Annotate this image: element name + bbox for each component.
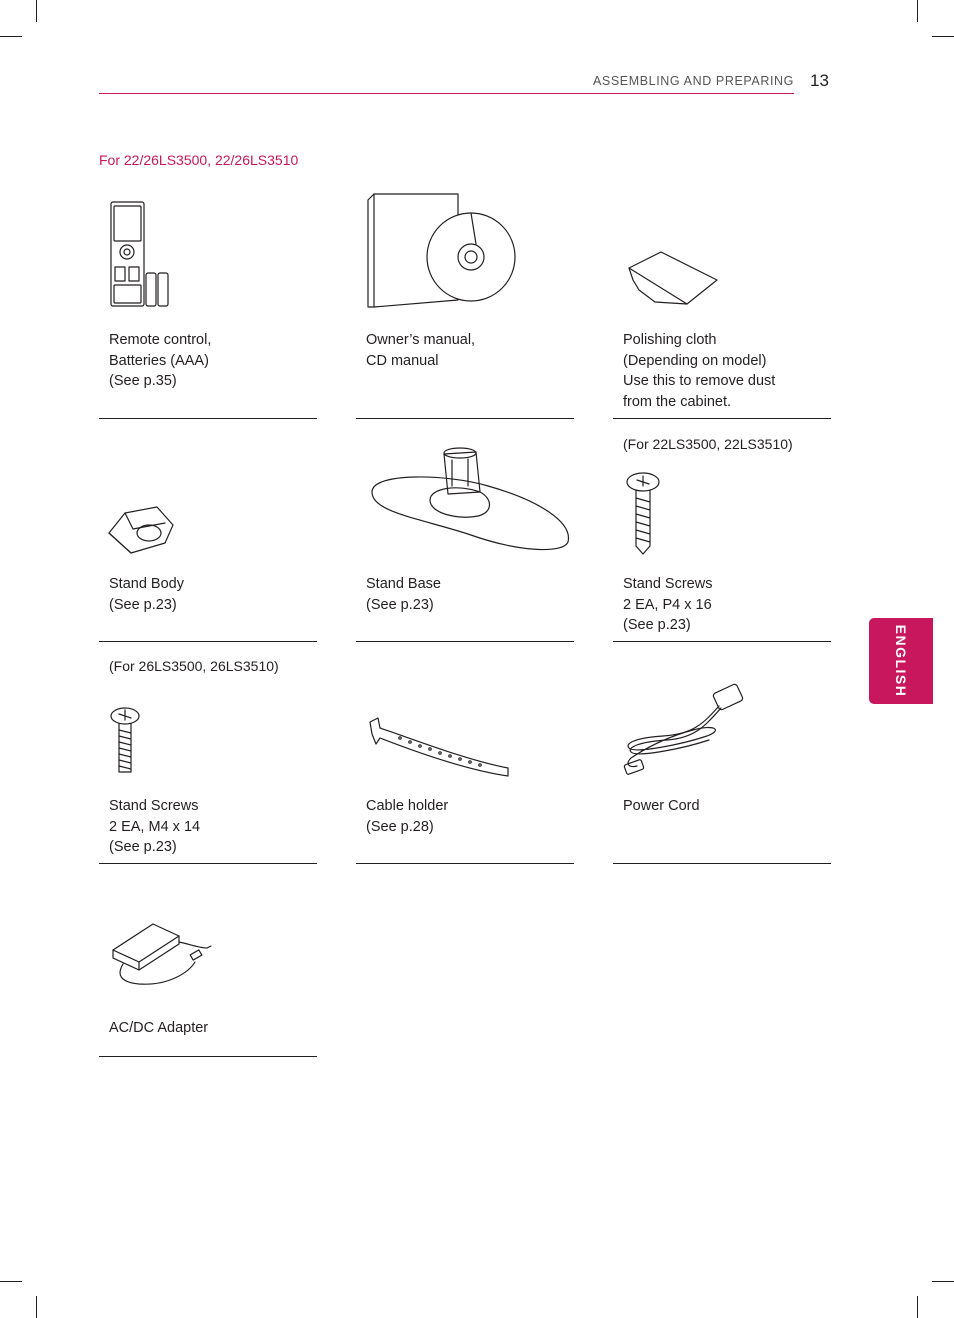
item-stand-base (356, 420, 574, 642)
item-owners-manual (356, 190, 574, 420)
item-detail: (See p.23) (623, 617, 691, 633)
item-power-cord (613, 642, 831, 864)
polishing-cloth-icon (625, 250, 720, 315)
divider (356, 418, 574, 419)
item-remote-control (99, 190, 317, 420)
item-detail: Use this to remove dust (623, 373, 776, 389)
crop-mark (917, 1296, 918, 1318)
remote-control-icon (109, 200, 179, 315)
language-tab-label: ENGLISH (893, 624, 909, 698)
model-subtitle: For 22/26LS3500, 22/26LS3510 (99, 152, 299, 168)
divider (613, 418, 831, 419)
crop-mark (36, 1296, 37, 1318)
cable-holder-icon (366, 714, 516, 789)
item-detail: (See p.35) (109, 373, 177, 389)
item-detail: (See p.23) (109, 596, 177, 613)
screw-icon (623, 472, 663, 561)
item-stand-screws-26 (99, 642, 317, 864)
crop-mark (917, 0, 918, 22)
stand-base-icon (368, 442, 573, 559)
item-polishing-cloth (613, 190, 831, 420)
item-detail: 2 EA, P4 x 16 (623, 596, 712, 613)
item-detail: (See p.23) (366, 596, 434, 613)
item-title: Stand Screws (623, 576, 713, 592)
item-detail: from the cabinet. (623, 393, 731, 410)
crop-mark (0, 36, 22, 37)
manual-cd-icon (366, 192, 526, 317)
page-number: 13 (810, 71, 829, 90)
item-title: Batteries (AAA) (109, 352, 209, 369)
item-title: Stand Screws (109, 798, 199, 814)
item-title: Stand Body (109, 576, 184, 592)
item-title: Polishing cloth (623, 332, 717, 348)
model-note: (For 26LS3500, 26LS3510) (109, 658, 279, 674)
item-title: Stand Base (366, 576, 441, 592)
screw-icon (109, 706, 145, 783)
divider (99, 418, 317, 419)
item-stand-screws-22 (613, 420, 831, 642)
section-title: ASSEMBLING AND PREPARING (592, 74, 794, 88)
power-cord-icon (623, 684, 748, 784)
stand-body-icon (107, 505, 177, 565)
crop-mark (36, 0, 37, 22)
model-note: (For 22LS3500, 22LS3510) (623, 436, 793, 452)
item-title: Remote control, (109, 332, 212, 348)
divider (356, 863, 574, 864)
item-ac-dc-adapter (99, 864, 317, 1060)
item-title: Owner’s manual, (366, 332, 476, 348)
item-detail: 2 EA, M4 x 14 (109, 818, 201, 835)
item-title: CD manual (366, 352, 439, 369)
language-tab (869, 618, 933, 704)
item-title: Cable holder (366, 798, 449, 814)
ac-dc-adapter-icon (109, 922, 214, 1002)
divider (99, 1056, 317, 1057)
item-detail: (See p.23) (109, 839, 177, 855)
divider (613, 863, 831, 864)
crop-mark (932, 36, 954, 37)
header-rule (99, 93, 794, 94)
item-cable-holder (356, 642, 574, 864)
item-detail: (See p.28) (366, 818, 434, 835)
item-detail: (Depending on model) (623, 352, 767, 369)
crop-mark (0, 1281, 22, 1282)
item-stand-body (99, 420, 317, 642)
item-title: Power Cord (623, 798, 700, 814)
item-title: AC/DC Adapter (109, 1020, 209, 1036)
crop-mark (932, 1281, 954, 1282)
